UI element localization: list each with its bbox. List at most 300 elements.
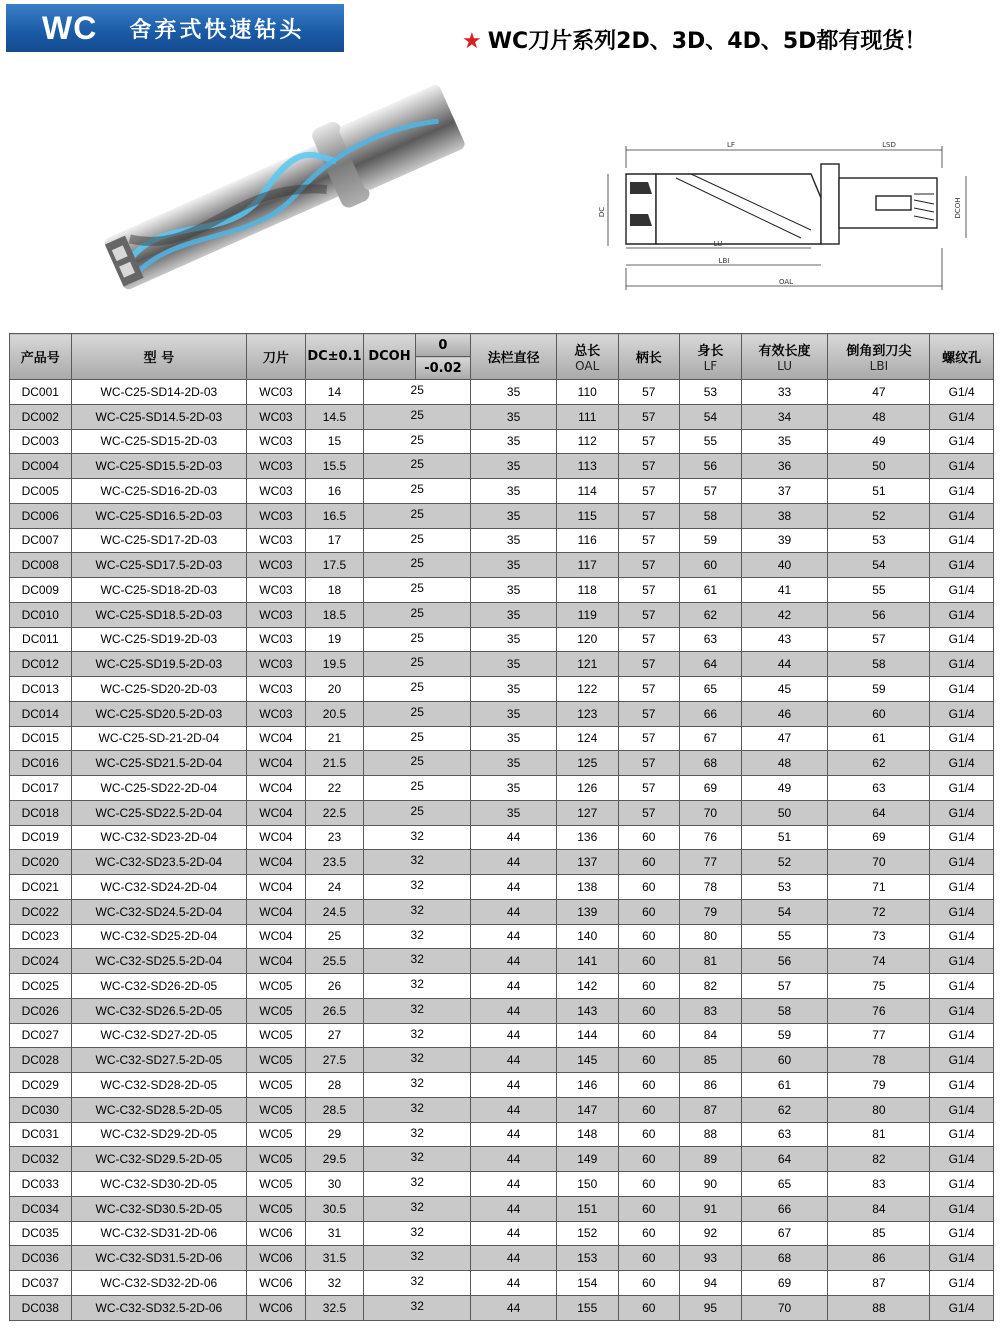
cell-oal: 117 bbox=[556, 553, 618, 578]
cell-shank-len: 60 bbox=[618, 1295, 680, 1320]
cell-thread: G1/4 bbox=[930, 825, 994, 850]
cell-insert: WC04 bbox=[247, 899, 306, 924]
cell-shank-len: 60 bbox=[618, 1122, 680, 1147]
cell-shank-len: 57 bbox=[618, 726, 680, 751]
cell-chamfer: 48 bbox=[828, 404, 930, 429]
cell-dc: 32 bbox=[305, 1271, 364, 1296]
cell-chamfer: 74 bbox=[828, 949, 930, 974]
cell-model: WC-C25-SD19-2D-03 bbox=[71, 627, 247, 652]
cell-oal: 125 bbox=[556, 751, 618, 776]
cell-chamfer: 87 bbox=[828, 1271, 930, 1296]
cell-dcoh: 25 bbox=[364, 726, 471, 751]
cell-thread: G1/4 bbox=[930, 726, 994, 751]
oal-label: OAL bbox=[778, 278, 794, 286]
cell-thread: G1/4 bbox=[930, 1147, 994, 1172]
cell-oal: 150 bbox=[556, 1172, 618, 1197]
cell-insert: WC05 bbox=[247, 1172, 306, 1197]
cell-chamfer: 54 bbox=[828, 553, 930, 578]
cell-shank-len: 60 bbox=[618, 974, 680, 999]
table-row bbox=[10, 726, 994, 751]
cell-body-len: 87 bbox=[680, 1097, 742, 1122]
dimension-diagram bbox=[596, 138, 976, 298]
cell-insert: WC06 bbox=[247, 1271, 306, 1296]
cell-chamfer: 82 bbox=[828, 1147, 930, 1172]
cell-eff-len: 58 bbox=[741, 998, 828, 1023]
cell-dcoh: 25 bbox=[364, 602, 471, 627]
tagline-text: WC刀片系列2D、3D、4D、5D都有现货！ bbox=[487, 29, 927, 54]
cell-dc: 30.5 bbox=[305, 1196, 364, 1221]
cell-body-len: 64 bbox=[680, 652, 742, 677]
cell-oal: 113 bbox=[556, 454, 618, 479]
cell-insert: WC03 bbox=[247, 404, 306, 429]
cell-thread: G1/4 bbox=[930, 627, 994, 652]
cell-dc: 15.5 bbox=[305, 454, 364, 479]
cell-dc: 17 bbox=[305, 528, 364, 553]
cell-chamfer: 64 bbox=[828, 800, 930, 825]
cell-dcoh: 25 bbox=[364, 454, 471, 479]
cell-dc: 22 bbox=[305, 776, 364, 801]
cell-chamfer: 55 bbox=[828, 578, 930, 603]
cell-product-no: DC002 bbox=[10, 404, 72, 429]
cell-model: WC-C25-SD21.5-2D-04 bbox=[71, 751, 247, 776]
table-row bbox=[10, 974, 994, 999]
cell-eff-len: 51 bbox=[741, 825, 828, 850]
star-icon: ★ bbox=[462, 29, 482, 54]
cell-eff-len: 45 bbox=[741, 677, 828, 702]
header-body-len-sub: LF bbox=[703, 359, 718, 373]
cell-flange-dia: 44 bbox=[471, 825, 557, 850]
cell-eff-len: 49 bbox=[741, 776, 828, 801]
cell-thread: G1/4 bbox=[930, 924, 994, 949]
cell-flange-dia: 35 bbox=[471, 404, 557, 429]
cell-eff-len: 65 bbox=[741, 1172, 828, 1197]
cell-body-len: 77 bbox=[680, 850, 742, 875]
cell-dcoh: 32 bbox=[364, 1271, 471, 1296]
cell-chamfer: 83 bbox=[828, 1172, 930, 1197]
dc-label: DC bbox=[598, 206, 606, 218]
cell-shank-len: 57 bbox=[618, 578, 680, 603]
cell-dc: 31 bbox=[305, 1221, 364, 1246]
cell-model: WC-C32-SD27.5-2D-05 bbox=[71, 1048, 247, 1073]
cell-oal: 116 bbox=[556, 528, 618, 553]
cell-flange-dia: 35 bbox=[471, 380, 557, 405]
cell-thread: G1/4 bbox=[930, 578, 994, 603]
cell-dcoh: 32 bbox=[364, 1023, 471, 1048]
cell-chamfer: 52 bbox=[828, 503, 930, 528]
cell-product-no: DC003 bbox=[10, 429, 72, 454]
table-row bbox=[10, 652, 994, 677]
cell-flange-dia: 44 bbox=[471, 1246, 557, 1271]
cell-dc: 14 bbox=[305, 380, 364, 405]
cell-eff-len: 67 bbox=[741, 1221, 828, 1246]
table-row bbox=[10, 1196, 994, 1221]
cell-insert: WC04 bbox=[247, 924, 306, 949]
cell-product-no: DC006 bbox=[10, 503, 72, 528]
cell-insert: WC03 bbox=[247, 627, 306, 652]
cell-product-no: DC017 bbox=[10, 776, 72, 801]
cell-product-no: DC037 bbox=[10, 1271, 72, 1296]
cell-eff-len: 40 bbox=[741, 553, 828, 578]
cell-oal: 122 bbox=[556, 677, 618, 702]
cell-flange-dia: 35 bbox=[471, 602, 557, 627]
cell-body-len: 90 bbox=[680, 1172, 742, 1197]
cell-flange-dia: 35 bbox=[471, 454, 557, 479]
cell-thread: G1/4 bbox=[930, 1246, 994, 1271]
cell-body-len: 84 bbox=[680, 1023, 742, 1048]
header-chamfer-sub: LBI bbox=[869, 359, 889, 373]
cell-product-no: DC007 bbox=[10, 528, 72, 553]
cell-insert: WC04 bbox=[247, 726, 306, 751]
cell-thread: G1/4 bbox=[930, 850, 994, 875]
table-row bbox=[10, 1246, 994, 1271]
cell-dc: 30 bbox=[305, 1172, 364, 1197]
cell-shank-len: 57 bbox=[618, 404, 680, 429]
cell-thread: G1/4 bbox=[930, 1271, 994, 1296]
cell-model: WC-C32-SD32-2D-06 bbox=[71, 1271, 247, 1296]
cell-dcoh: 25 bbox=[364, 404, 471, 429]
cell-thread: G1/4 bbox=[930, 479, 994, 504]
cell-thread: G1/4 bbox=[930, 528, 994, 553]
table-row bbox=[10, 825, 994, 850]
cell-oal: 115 bbox=[556, 503, 618, 528]
cell-oal: 139 bbox=[556, 899, 618, 924]
cell-product-no: DC009 bbox=[10, 578, 72, 603]
cell-dc: 20.5 bbox=[305, 701, 364, 726]
lf-label: LF bbox=[727, 141, 735, 149]
cell-flange-dia: 35 bbox=[471, 726, 557, 751]
cell-shank-len: 57 bbox=[618, 553, 680, 578]
cell-model: WC-C32-SD25-2D-04 bbox=[71, 924, 247, 949]
cell-flange-dia: 44 bbox=[471, 1172, 557, 1197]
cell-body-len: 88 bbox=[680, 1122, 742, 1147]
cell-model: WC-C25-SD15-2D-03 bbox=[71, 429, 247, 454]
header-oal-sub: OAL bbox=[575, 359, 600, 373]
cell-body-len: 61 bbox=[680, 578, 742, 603]
cell-shank-len: 57 bbox=[618, 652, 680, 677]
cell-chamfer: 49 bbox=[828, 429, 930, 454]
cell-oal: 114 bbox=[556, 479, 618, 504]
cell-dcoh: 32 bbox=[364, 850, 471, 875]
cell-shank-len: 60 bbox=[618, 1196, 680, 1221]
cell-insert: WC06 bbox=[247, 1221, 306, 1246]
table-row bbox=[10, 1122, 994, 1147]
cell-shank-len: 60 bbox=[618, 1048, 680, 1073]
cell-model: WC-C25-SD15.5-2D-03 bbox=[71, 454, 247, 479]
cell-dcoh: 32 bbox=[364, 1147, 471, 1172]
cell-dcoh: 25 bbox=[364, 652, 471, 677]
cell-body-len: 62 bbox=[680, 602, 742, 627]
table-row bbox=[10, 479, 994, 504]
cell-dc: 27.5 bbox=[305, 1048, 364, 1073]
cell-insert: WC03 bbox=[247, 578, 306, 603]
cell-insert: WC03 bbox=[247, 528, 306, 553]
cell-product-no: DC025 bbox=[10, 974, 72, 999]
cell-eff-len: 66 bbox=[741, 1196, 828, 1221]
cell-chamfer: 73 bbox=[828, 924, 930, 949]
cell-body-len: 63 bbox=[680, 627, 742, 652]
cell-oal: 121 bbox=[556, 652, 618, 677]
cell-oal: 138 bbox=[556, 875, 618, 900]
header-tol-lower: -0.02 bbox=[415, 357, 471, 380]
cell-model: WC-C25-SD20.5-2D-03 bbox=[71, 701, 247, 726]
cell-shank-len: 57 bbox=[618, 380, 680, 405]
cell-chamfer: 88 bbox=[828, 1295, 930, 1320]
table-row bbox=[10, 1023, 994, 1048]
cell-flange-dia: 35 bbox=[471, 528, 557, 553]
cell-model: WC-C25-SD18.5-2D-03 bbox=[71, 602, 247, 627]
cell-model: WC-C32-SD24-2D-04 bbox=[71, 875, 247, 900]
cell-thread: G1/4 bbox=[930, 454, 994, 479]
cell-insert: WC03 bbox=[247, 503, 306, 528]
cell-eff-len: 53 bbox=[741, 875, 828, 900]
cell-dcoh: 32 bbox=[364, 998, 471, 1023]
cell-body-len: 76 bbox=[680, 825, 742, 850]
table-row bbox=[10, 1221, 994, 1246]
table-row bbox=[10, 949, 994, 974]
cell-eff-len: 55 bbox=[741, 924, 828, 949]
cell-thread: G1/4 bbox=[930, 701, 994, 726]
table-row bbox=[10, 578, 994, 603]
cell-oal: 119 bbox=[556, 602, 618, 627]
table-row bbox=[10, 800, 994, 825]
cell-dc: 25.5 bbox=[305, 949, 364, 974]
cell-chamfer: 78 bbox=[828, 1048, 930, 1073]
cell-body-len: 60 bbox=[680, 553, 742, 578]
header-eff-len: 有效长度 LU bbox=[741, 334, 828, 380]
table-row bbox=[10, 1295, 994, 1320]
cell-eff-len: 54 bbox=[741, 899, 828, 924]
cell-thread: G1/4 bbox=[930, 949, 994, 974]
cell-product-no: DC020 bbox=[10, 850, 72, 875]
cell-dc: 23.5 bbox=[305, 850, 364, 875]
cell-model: WC-C32-SD32.5-2D-06 bbox=[71, 1295, 247, 1320]
cell-flange-dia: 44 bbox=[471, 1048, 557, 1073]
header-shank-len: 柄长 bbox=[618, 334, 680, 380]
cell-thread: G1/4 bbox=[930, 974, 994, 999]
cell-chamfer: 80 bbox=[828, 1097, 930, 1122]
cell-oal: 141 bbox=[556, 949, 618, 974]
cell-thread: G1/4 bbox=[930, 677, 994, 702]
cell-dcoh: 32 bbox=[364, 1048, 471, 1073]
table-row bbox=[10, 404, 994, 429]
cell-flange-dia: 44 bbox=[471, 924, 557, 949]
cell-flange-dia: 44 bbox=[471, 974, 557, 999]
cell-shank-len: 57 bbox=[618, 751, 680, 776]
cell-shank-len: 57 bbox=[618, 677, 680, 702]
cell-oal: 123 bbox=[556, 701, 618, 726]
table-row bbox=[10, 1172, 994, 1197]
cell-dc: 24.5 bbox=[305, 899, 364, 924]
cell-body-len: 81 bbox=[680, 949, 742, 974]
cell-product-no: DC028 bbox=[10, 1048, 72, 1073]
cell-chamfer: 84 bbox=[828, 1196, 930, 1221]
cell-dc: 18.5 bbox=[305, 602, 364, 627]
cell-flange-dia: 44 bbox=[471, 998, 557, 1023]
cell-eff-len: 52 bbox=[741, 850, 828, 875]
cell-flange-dia: 35 bbox=[471, 701, 557, 726]
cell-model: WC-C32-SD26-2D-05 bbox=[71, 974, 247, 999]
cell-model: WC-C25-SD22-2D-04 bbox=[71, 776, 247, 801]
stock-tagline bbox=[462, 24, 926, 55]
cell-thread: G1/4 bbox=[930, 1048, 994, 1073]
cell-flange-dia: 44 bbox=[471, 899, 557, 924]
cell-shank-len: 60 bbox=[618, 924, 680, 949]
cell-oal: 151 bbox=[556, 1196, 618, 1221]
cell-insert: WC04 bbox=[247, 751, 306, 776]
cell-model: WC-C32-SD31-2D-06 bbox=[71, 1221, 247, 1246]
cell-body-len: 70 bbox=[680, 800, 742, 825]
cell-dcoh: 32 bbox=[364, 949, 471, 974]
cell-body-len: 83 bbox=[680, 998, 742, 1023]
cell-shank-len: 60 bbox=[618, 1172, 680, 1197]
cell-insert: WC03 bbox=[247, 380, 306, 405]
cell-dcoh: 25 bbox=[364, 380, 471, 405]
cell-insert: WC06 bbox=[247, 1295, 306, 1320]
cell-chamfer: 63 bbox=[828, 776, 930, 801]
cell-flange-dia: 44 bbox=[471, 1073, 557, 1098]
cell-eff-len: 41 bbox=[741, 578, 828, 603]
table-row bbox=[10, 875, 994, 900]
cell-dcoh: 25 bbox=[364, 776, 471, 801]
cell-insert: WC05 bbox=[247, 1023, 306, 1048]
cell-thread: G1/4 bbox=[930, 1295, 994, 1320]
cell-model: WC-C25-SD17-2D-03 bbox=[71, 528, 247, 553]
cell-product-no: DC031 bbox=[10, 1122, 72, 1147]
cell-chamfer: 59 bbox=[828, 677, 930, 702]
cell-model: WC-C32-SD24.5-2D-04 bbox=[71, 899, 247, 924]
cell-shank-len: 57 bbox=[618, 800, 680, 825]
cell-chamfer: 72 bbox=[828, 899, 930, 924]
cell-thread: G1/4 bbox=[930, 1196, 994, 1221]
cell-thread: G1/4 bbox=[930, 1023, 994, 1048]
cell-dc: 20 bbox=[305, 677, 364, 702]
cell-flange-dia: 35 bbox=[471, 479, 557, 504]
cell-body-len: 95 bbox=[680, 1295, 742, 1320]
cell-product-no: DC032 bbox=[10, 1147, 72, 1172]
cell-thread: G1/4 bbox=[930, 602, 994, 627]
drill-photo bbox=[90, 68, 470, 298]
cell-dc: 16 bbox=[305, 479, 364, 504]
cell-shank-len: 60 bbox=[618, 1221, 680, 1246]
cell-product-no: DC035 bbox=[10, 1221, 72, 1246]
cell-model: WC-C32-SD29.5-2D-05 bbox=[71, 1147, 247, 1172]
header-dcoh: DCOH bbox=[364, 334, 415, 380]
lsd-label: LSD bbox=[882, 141, 896, 149]
cell-eff-len: 33 bbox=[741, 380, 828, 405]
cell-eff-len: 56 bbox=[741, 949, 828, 974]
cell-shank-len: 60 bbox=[618, 899, 680, 924]
cell-flange-dia: 44 bbox=[471, 1122, 557, 1147]
cell-dc: 27 bbox=[305, 1023, 364, 1048]
cell-body-len: 53 bbox=[680, 380, 742, 405]
cell-dc: 14.5 bbox=[305, 404, 364, 429]
dcoh-label: DCOH bbox=[954, 197, 962, 219]
cell-shank-len: 60 bbox=[618, 998, 680, 1023]
cell-shank-len: 57 bbox=[618, 602, 680, 627]
cell-model: WC-C25-SD18-2D-03 bbox=[71, 578, 247, 603]
table-body bbox=[10, 380, 994, 1321]
table-row bbox=[10, 1147, 994, 1172]
cell-insert: WC03 bbox=[247, 429, 306, 454]
cell-model: WC-C32-SD28.5-2D-05 bbox=[71, 1097, 247, 1122]
table-row bbox=[10, 503, 994, 528]
cell-product-no: DC021 bbox=[10, 875, 72, 900]
cell-eff-len: 70 bbox=[741, 1295, 828, 1320]
cell-eff-len: 61 bbox=[741, 1073, 828, 1098]
table-row bbox=[10, 1048, 994, 1073]
cell-chamfer: 60 bbox=[828, 701, 930, 726]
cell-insert: WC03 bbox=[247, 652, 306, 677]
cell-thread: G1/4 bbox=[930, 404, 994, 429]
cell-body-len: 58 bbox=[680, 503, 742, 528]
cell-product-no: DC022 bbox=[10, 899, 72, 924]
cell-insert: WC05 bbox=[247, 1122, 306, 1147]
cell-shank-len: 57 bbox=[618, 479, 680, 504]
cell-dc: 17.5 bbox=[305, 553, 364, 578]
cell-chamfer: 77 bbox=[828, 1023, 930, 1048]
header-model: 型 号 bbox=[71, 334, 247, 380]
cell-insert: WC03 bbox=[247, 454, 306, 479]
cell-dcoh: 25 bbox=[364, 627, 471, 652]
header-chamfer: 倒角到刀尖 LBI bbox=[828, 334, 930, 380]
cell-dcoh: 25 bbox=[364, 503, 471, 528]
cell-chamfer: 70 bbox=[828, 850, 930, 875]
header-eff-len-sub: LU bbox=[777, 359, 792, 373]
cell-body-len: 66 bbox=[680, 701, 742, 726]
table-row bbox=[10, 850, 994, 875]
cell-dcoh: 32 bbox=[364, 1097, 471, 1122]
cell-chamfer: 61 bbox=[828, 726, 930, 751]
cell-dc: 24 bbox=[305, 875, 364, 900]
table-row bbox=[10, 380, 994, 405]
table-row bbox=[10, 528, 994, 553]
cell-oal: 118 bbox=[556, 578, 618, 603]
cell-eff-len: 48 bbox=[741, 751, 828, 776]
lu-label: LU bbox=[713, 240, 723, 248]
cell-eff-len: 39 bbox=[741, 528, 828, 553]
cell-model: WC-C32-SD23-2D-04 bbox=[71, 825, 247, 850]
spec-table bbox=[9, 333, 994, 1321]
cell-body-len: 59 bbox=[680, 528, 742, 553]
title-bar bbox=[6, 4, 344, 52]
cell-oal: 148 bbox=[556, 1122, 618, 1147]
cell-oal: 143 bbox=[556, 998, 618, 1023]
cell-chamfer: 69 bbox=[828, 825, 930, 850]
cell-product-no: DC016 bbox=[10, 751, 72, 776]
cell-product-no: DC023 bbox=[10, 924, 72, 949]
cell-dcoh: 25 bbox=[364, 528, 471, 553]
header-thread: 螺纹孔 bbox=[930, 334, 994, 380]
cell-body-len: 93 bbox=[680, 1246, 742, 1271]
cell-eff-len: 46 bbox=[741, 701, 828, 726]
cell-dcoh: 25 bbox=[364, 677, 471, 702]
cell-oal: 147 bbox=[556, 1097, 618, 1122]
cell-dcoh: 25 bbox=[364, 553, 471, 578]
cell-thread: G1/4 bbox=[930, 998, 994, 1023]
cell-dc: 26.5 bbox=[305, 998, 364, 1023]
cell-model: WC-C25-SD14-2D-03 bbox=[71, 380, 247, 405]
header-body-len: 身长 LF bbox=[680, 334, 742, 380]
cell-dc: 29 bbox=[305, 1122, 364, 1147]
cell-eff-len: 59 bbox=[741, 1023, 828, 1048]
cell-product-no: DC001 bbox=[10, 380, 72, 405]
cell-eff-len: 50 bbox=[741, 800, 828, 825]
cell-eff-len: 69 bbox=[741, 1271, 828, 1296]
cell-thread: G1/4 bbox=[930, 503, 994, 528]
cell-oal: 126 bbox=[556, 776, 618, 801]
cell-flange-dia: 44 bbox=[471, 1196, 557, 1221]
cell-oal: 144 bbox=[556, 1023, 618, 1048]
